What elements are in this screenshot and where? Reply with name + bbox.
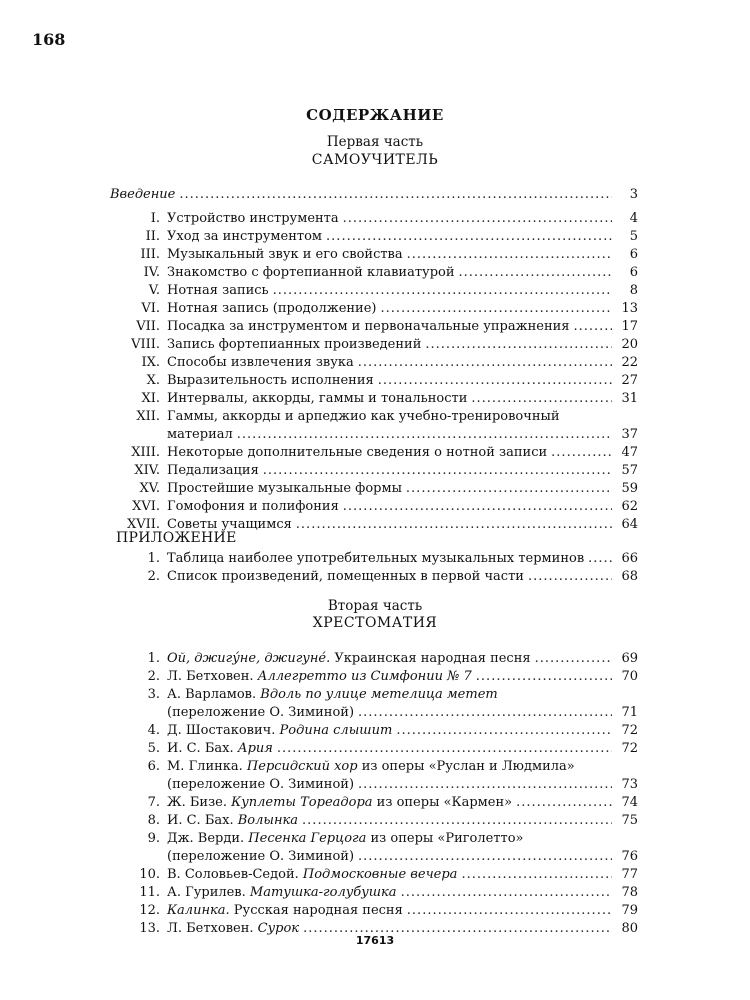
entry-text: материал [167, 427, 233, 442]
entry-text: И. С. Бах. Волынка [167, 813, 299, 828]
entry-text: Л. Бетховен. Аллегретто из Симфонии № 7 [167, 669, 472, 684]
entry-page: 59 [621, 481, 638, 496]
entry-text: Д. Шостакович. Родина слышит [167, 723, 393, 738]
entry-text: (переложение О. Зиминой) [167, 705, 355, 720]
pieces-list [110, 650, 638, 938]
toc-entry [110, 246, 638, 264]
piece-title: Матушка-голубушка [249, 885, 397, 900]
toc-part1 [110, 186, 638, 534]
entry-number: IV. [143, 265, 160, 280]
toc-entry [110, 210, 638, 228]
entry-number: I. [150, 211, 160, 226]
toc-entry [110, 668, 638, 686]
entry-text: Простейшие музыкальные формы [167, 481, 402, 496]
entry-text: (переложение О. Зиминой) [167, 777, 355, 792]
toc-entry [110, 550, 638, 568]
entry-number: 4. [147, 723, 160, 738]
toc-entry [110, 228, 638, 246]
entry-page: 74 [621, 795, 638, 810]
toc-entry [110, 740, 638, 758]
toc-entry [110, 812, 638, 830]
toc-entry [110, 866, 638, 884]
entry-text: Л. Бетховен. Сурок [167, 921, 300, 936]
entry-page: 73 [621, 777, 638, 792]
toc-entry [110, 462, 638, 480]
toc-entry [110, 794, 638, 812]
toc-entry-continuation [110, 848, 638, 866]
entry-page: 22 [621, 355, 638, 370]
piece-title: Подмосковные вечера [302, 867, 458, 882]
entry-text: Ой, джигу́не, джигуне́. Украинская народная песня [167, 651, 531, 666]
entry-number: VII. [136, 319, 160, 334]
entry-number: 12. [139, 903, 160, 918]
entry-number: XVI. [132, 499, 160, 514]
entry-text: Уход за инструментом [167, 229, 323, 244]
footer-code: 17613 [355, 934, 395, 947]
piece-title: Волынка [237, 813, 299, 828]
page-title: СОДЕРЖАНИЕ [306, 106, 444, 124]
part2-title: ХРЕСТОМАТИЯ [312, 615, 438, 631]
entry-number: 10. [139, 867, 160, 882]
entry-number: 7. [147, 795, 160, 810]
entry-number: 11. [139, 885, 160, 900]
toc-entry [110, 336, 638, 354]
entry-text: Способы извлечения звука [167, 355, 354, 370]
page-number: 168 [32, 30, 66, 49]
toc-entry [110, 372, 638, 390]
toc-entry [110, 408, 638, 426]
entry-page: 37 [621, 427, 638, 442]
toc-intro [110, 186, 638, 204]
entry-text: В. Соловьев-Седой. Подмосковные вечера [167, 867, 458, 882]
piece-title: Ария [237, 741, 273, 756]
entry-number: 2. [147, 569, 160, 584]
entry-page: 5 [629, 229, 638, 244]
entry-number: 2. [147, 669, 160, 684]
entry-text: Советы учащимся [167, 517, 292, 532]
toc-entry-continuation [110, 776, 638, 794]
piece-title: Персидский хор [246, 759, 358, 774]
part1-label: Первая часть [326, 134, 424, 150]
toc-entry [110, 264, 638, 282]
entry-text: Гомофония и полифония [167, 499, 339, 514]
entry-text: Таблица наиболее употребительных музыкальных терминов [167, 551, 585, 566]
piece-title: Песенка Герцога [248, 831, 367, 846]
toc-entry [110, 884, 638, 902]
entry-page: 71 [621, 705, 638, 720]
toc-entry [110, 568, 638, 586]
entry-number: XI. [141, 391, 160, 406]
entry-text: Музыкальный звук и его свойства [167, 247, 403, 262]
toc-entry [110, 282, 638, 300]
piece-title: Родина слышит [279, 723, 393, 738]
entry-number: 1. [147, 551, 160, 566]
entry-page: 13 [621, 301, 638, 316]
entry-text: А. Варламов. Вдоль по улице метелица метет [167, 687, 498, 702]
entry-text: Запись фортепианных произведений [167, 337, 422, 352]
entry-text: Выразительность исполнения [167, 373, 374, 388]
entry-page: 64 [621, 517, 638, 532]
entry-number: 1. [147, 651, 160, 666]
entry-text: М. Глинка. Персидский хор из оперы «Руслан и Людмила» [167, 759, 575, 774]
entry-number: VI. [141, 301, 160, 316]
entry-number: 6. [147, 759, 160, 774]
entry-text: Интервалы, аккорды, гаммы и тональности [167, 391, 468, 406]
entry-number: 9. [147, 831, 160, 846]
entry-page: 72 [621, 741, 638, 756]
entry-text: Гаммы, аккорды и арпеджио как учебно-тренировочный [167, 409, 560, 424]
entry-text: Нотная запись [167, 283, 269, 298]
entry-page: 8 [629, 283, 638, 298]
piece-title: Куплеты Тореадора [231, 795, 373, 810]
intro-page: 3 [629, 187, 638, 202]
entry-number: II. [145, 229, 160, 244]
entry-page: 47 [621, 445, 638, 460]
entry-text: Устройство инструмента [167, 211, 339, 226]
entry-text: Знакомство с фортепианной клавиатурой [167, 265, 455, 280]
entry-page: 20 [621, 337, 638, 352]
entry-number: VIII. [131, 337, 160, 352]
entry-page: 68 [621, 569, 638, 584]
entry-page: 70 [621, 669, 638, 684]
entry-text: Калинка. Русская народная песня [167, 903, 403, 918]
entry-number: XII. [136, 409, 160, 424]
toc-entry [110, 318, 638, 336]
entry-page: 57 [621, 463, 638, 478]
entry-number: XIII. [131, 445, 160, 460]
entry-number: 8. [147, 813, 160, 828]
entry-text: А. Гурилев. Матушка-голубушка [167, 885, 397, 900]
entry-text: И. С. Бах. Ария [167, 741, 273, 756]
chapter-list [110, 210, 638, 534]
entry-page: 4 [629, 211, 638, 226]
toc-entry [110, 686, 638, 704]
toc-entry [110, 902, 638, 920]
toc-entry [110, 480, 638, 498]
entry-text: Некоторые дополнительные сведения о нотной записи [167, 445, 548, 460]
entry-text: Нотная запись (продолжение) [167, 301, 377, 316]
entry-page: 78 [621, 885, 638, 900]
entry-number: XIV. [134, 463, 160, 478]
entry-page: 79 [621, 903, 638, 918]
intro-label: Введение [110, 187, 176, 202]
entry-text: Список произведений, помещенных в первой части [167, 569, 524, 584]
entry-number: 13. [139, 921, 160, 936]
entry-page: 6 [629, 265, 638, 280]
entry-page: 6 [629, 247, 638, 262]
entry-text: Дж. Верди. Песенка Герцога из оперы «Риголетто» [167, 831, 524, 846]
toc-entry [110, 650, 638, 668]
entry-number: 5. [147, 741, 160, 756]
entry-page: 76 [621, 849, 638, 864]
toc-entry [110, 830, 638, 848]
piece-title: Калинка. [167, 903, 230, 918]
entry-page: 62 [621, 499, 638, 514]
entry-page: 72 [621, 723, 638, 738]
toc-entry [110, 354, 638, 372]
entry-page: 77 [621, 867, 638, 882]
part2-label: Вторая часть [327, 598, 423, 614]
entry-number: XVII. [126, 517, 160, 532]
toc-entry-continuation [110, 426, 638, 444]
piece-title: Аллегретто из Симфонии № 7 [257, 669, 472, 684]
entry-page: 27 [621, 373, 638, 388]
entry-number: V. [148, 283, 160, 298]
entry-page: 69 [621, 651, 638, 666]
piece-title: Сурок [257, 921, 300, 936]
entry-text: Посадка за инструментом и первоначальные упражнения [167, 319, 570, 334]
toc-entry-continuation [110, 704, 638, 722]
part1-title: САМОУЧИТЕЛЬ [311, 152, 439, 168]
entry-page: 17 [621, 319, 638, 334]
toc-entry [110, 300, 638, 318]
appendix-list [110, 550, 638, 586]
entry-page: 31 [621, 391, 638, 406]
toc-entry [110, 390, 638, 408]
entry-text: Педализация [167, 463, 259, 478]
piece-title: Ой, джигу́не, джигуне́. [167, 651, 331, 666]
entry-text: (переложение О. Зиминой) [167, 849, 355, 864]
toc-entry [110, 498, 638, 516]
toc-entry [110, 444, 638, 462]
entry-text: Ж. Бизе. Куплеты Тореадора из оперы «Кармен» [167, 795, 513, 810]
toc-entry [110, 758, 638, 776]
entry-number: 3. [147, 687, 160, 702]
entry-page: 66 [621, 551, 638, 566]
entry-number: III. [140, 247, 160, 262]
entry-page: 80 [621, 921, 638, 936]
entry-number: XV. [139, 481, 160, 496]
piece-title: Вдоль по улице метелица метет [260, 687, 498, 702]
toc-entry [110, 722, 638, 740]
appendix-title: ПРИЛОЖЕНИЕ [116, 530, 237, 546]
entry-number: X. [146, 373, 160, 388]
entry-number: IX. [141, 355, 160, 370]
entry-page: 75 [621, 813, 638, 828]
